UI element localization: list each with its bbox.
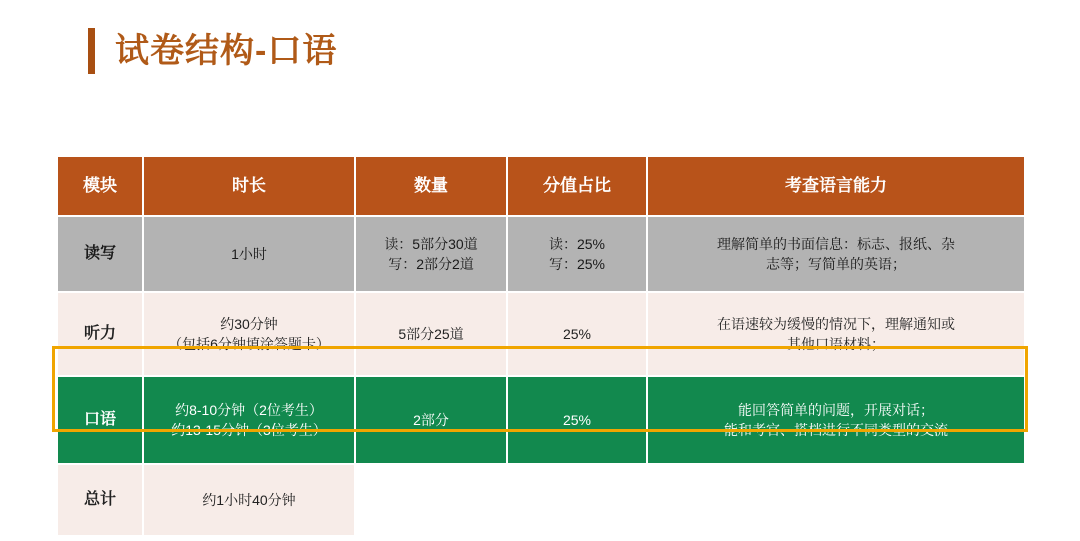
text-line: 约30分钟 [220,315,278,332]
row-label-reading-writing: 读写 [57,216,143,292]
cell-ability-reading-writing [647,216,1025,292]
table-row-speaking-highlighted [57,376,1025,464]
text-line: 能和考官、搭档进行不同类型的交流 [724,422,948,438]
title-text: 试卷结构-口语 [115,32,338,70]
text-line: 1小时 [231,245,267,262]
cell-ability-listening [647,292,1025,376]
cell-duration-reading-writing [143,216,355,292]
cell-ability-speaking [647,376,1025,464]
text-line: 读：5部分30道 [384,235,478,252]
text-line: 其他口语材料； [787,336,885,352]
exam-structure-table-wrapper [56,155,1024,537]
text-line: 25% [562,411,592,428]
row-label-speaking: 口语 [57,376,143,464]
column-header-quantity: 数量 [355,156,507,216]
title-accent-bar [88,28,95,74]
text-line: 25% [562,325,592,342]
table-row [57,292,1025,376]
text-line: 5部分25道 [398,325,464,342]
cell-duration-total [143,464,355,536]
cell-quantity-speaking [355,376,507,464]
text-line: 能回答简单的问题，开展对话； [738,401,934,418]
cell-quantity-reading-writing [355,216,507,292]
cell-duration-speaking [143,376,355,464]
table-header-row [57,156,1025,216]
text-line: 约1小时40分钟 [202,491,296,508]
text-line: （包括6分钟填涂答题卡） [168,336,330,352]
text-line: 在语速较为缓慢的情况下，理解通知或 [717,315,955,332]
text-line: 2部分 [413,411,449,428]
text-line: 写：2部分2道 [388,256,474,272]
table-row [57,464,1025,536]
row-label-total: 总计 [57,464,143,536]
column-header-ability: 考查语言能力 [647,156,1025,216]
cell-weight-total-empty [507,464,647,536]
text-line: 读：25% [548,235,606,252]
cell-duration-listening [143,292,355,376]
cell-ability-total-empty [647,464,1025,536]
column-header-module: 模块 [57,156,143,216]
page-title [88,28,337,74]
cell-quantity-total-empty [355,464,507,536]
text-line: 约13-15分钟（3位考生） [171,422,327,438]
cell-weight-listening [507,292,647,376]
row-label-listening: 听力 [57,292,143,376]
text-line: 理解简单的书面信息：标志、报纸、杂 [717,235,955,252]
column-header-weight: 分值占比 [507,156,647,216]
text-line: 约8-10分钟（2位考生） [175,401,323,418]
exam-structure-table [56,155,1026,537]
table-row [57,216,1025,292]
cell-weight-speaking [507,376,647,464]
text-line: 写：25% [548,256,606,272]
text-line: 志等；写简单的英语； [766,256,906,272]
cell-weight-reading-writing [507,216,647,292]
cell-quantity-listening [355,292,507,376]
column-header-duration: 时长 [143,156,355,216]
